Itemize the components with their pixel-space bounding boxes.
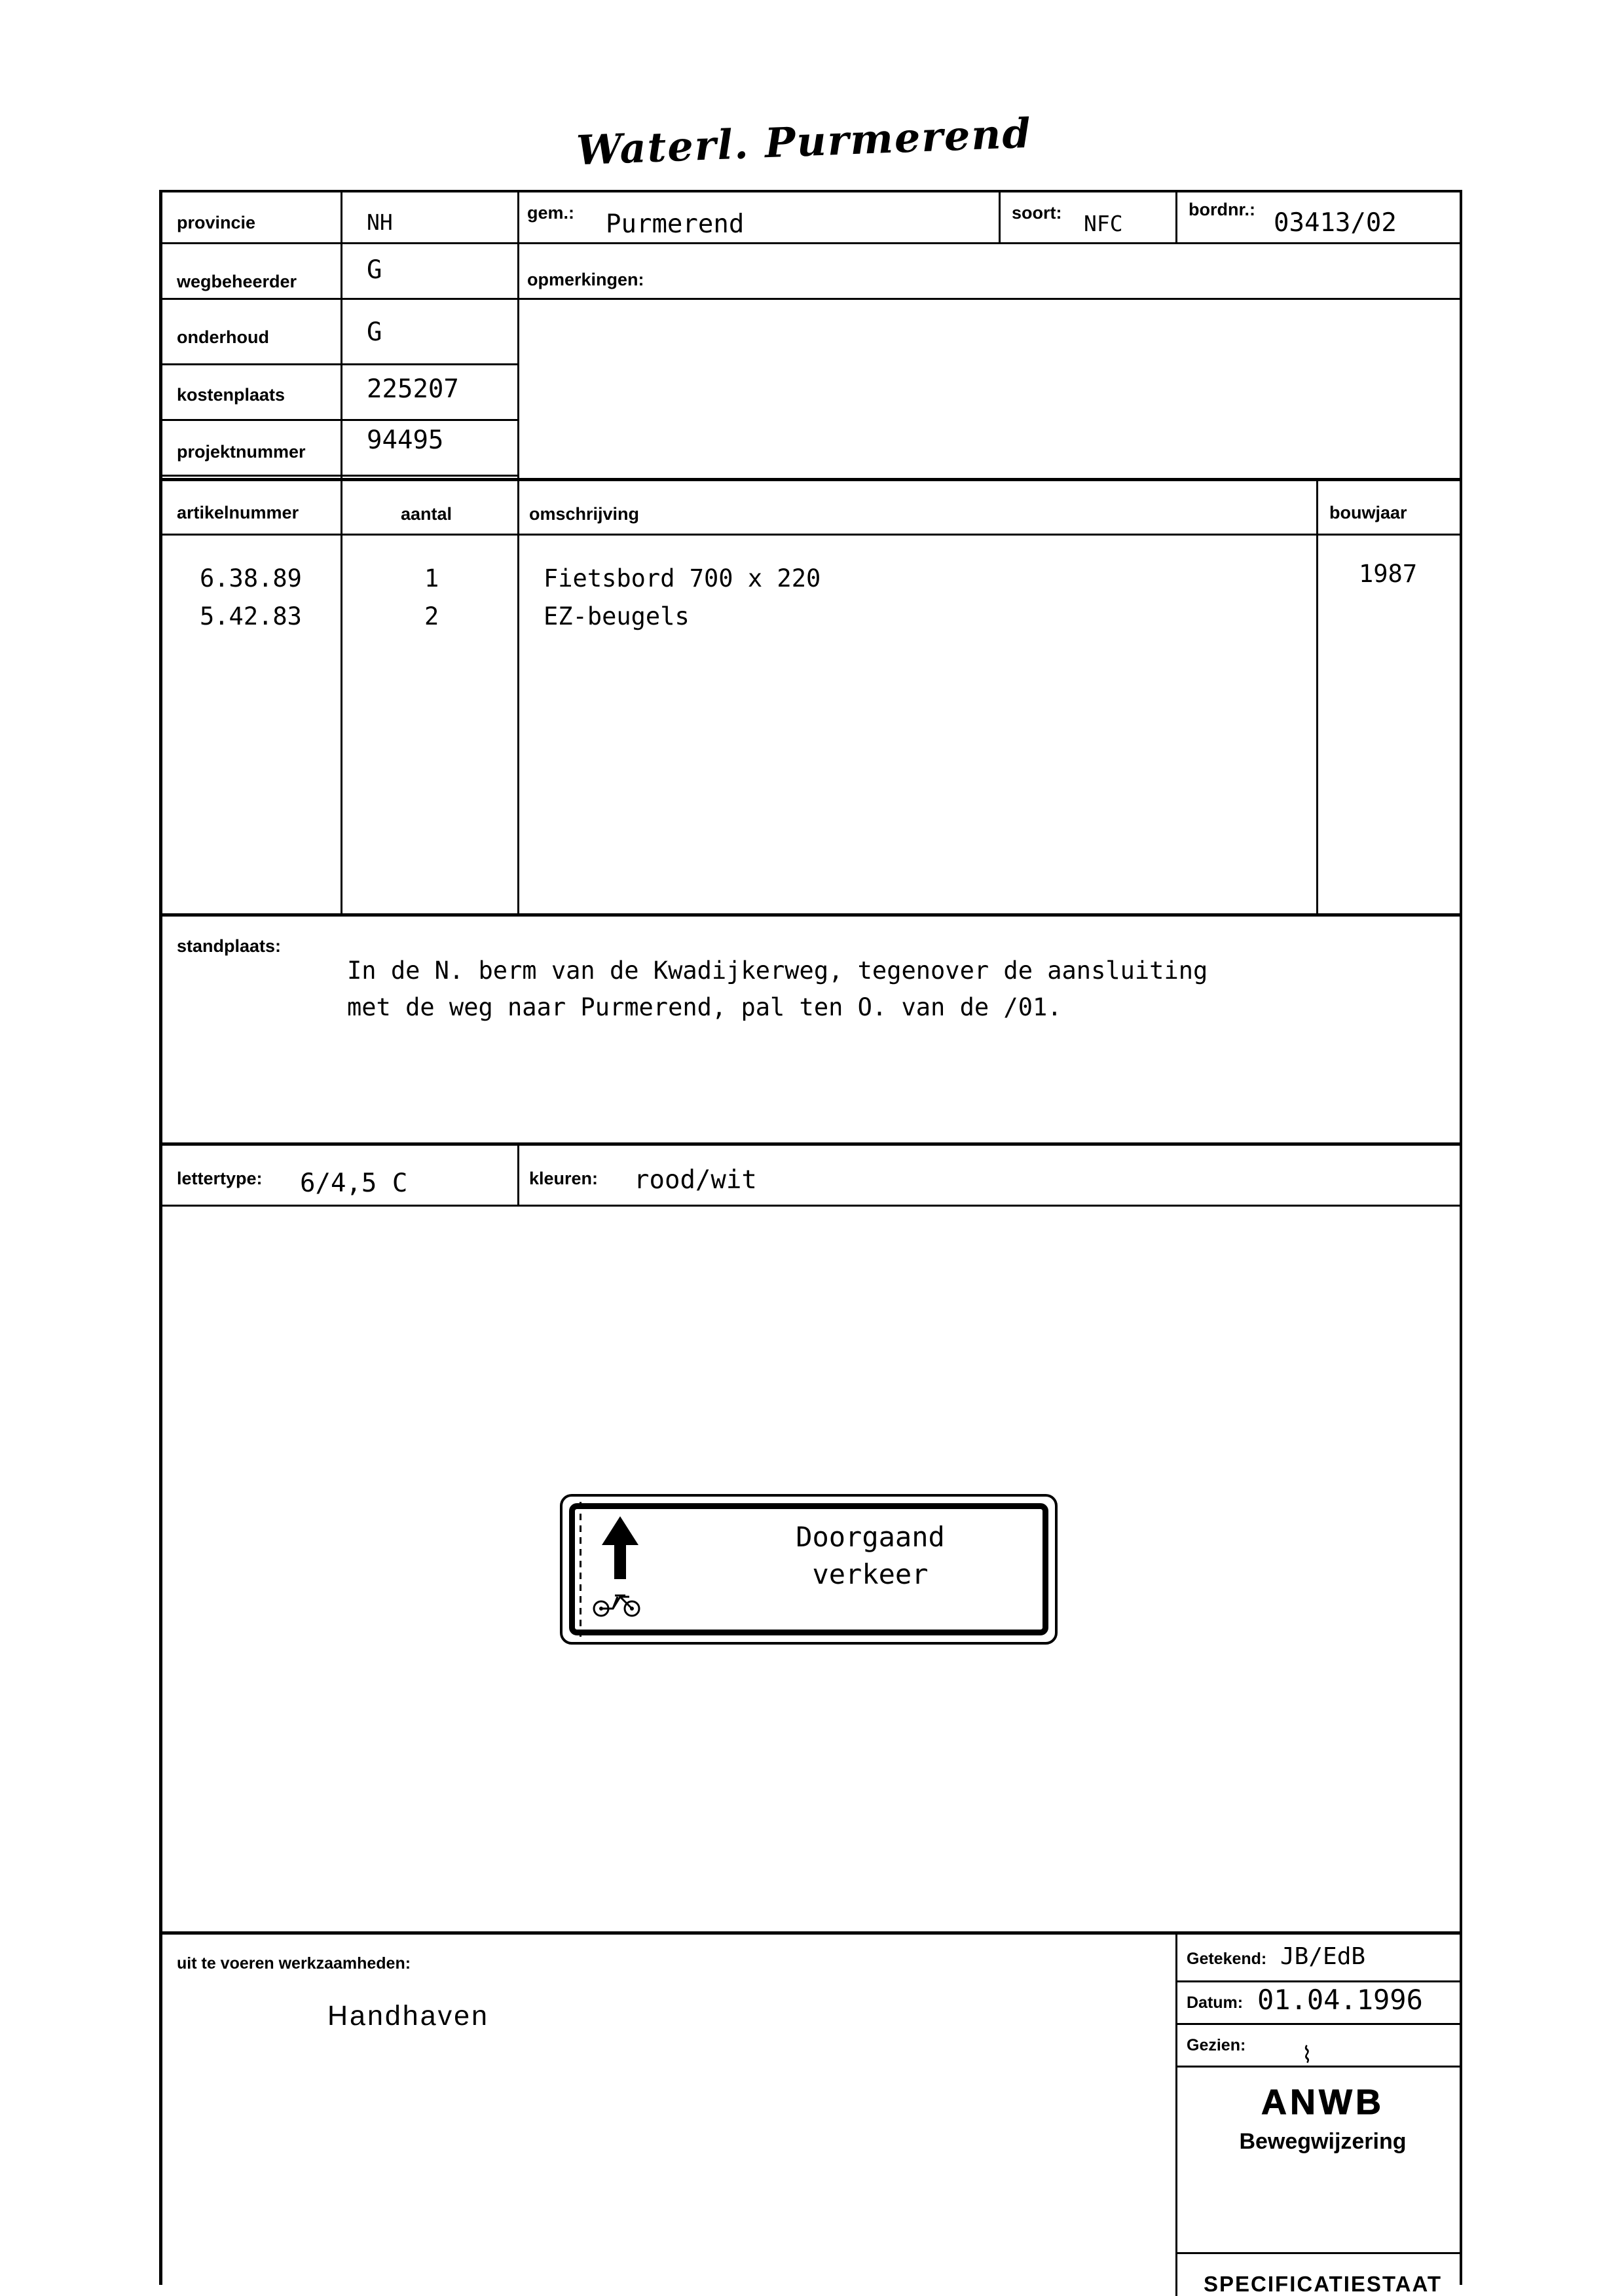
rule-footer-spec (1175, 2252, 1462, 2254)
vline-soort (999, 190, 1001, 242)
sign-artwork (560, 1494, 1058, 1645)
label-standplaats: standplaats: (177, 936, 282, 956)
header-aantal: aantal (401, 504, 452, 524)
vline-article-3 (1316, 478, 1318, 913)
label-getekend: Getekend: (1187, 1950, 1267, 1968)
table-row: 1 (424, 564, 439, 592)
header-omschrijving: omschrijving (529, 504, 640, 524)
rule-article-header (159, 534, 1462, 536)
rule-block-sep-1 (159, 478, 1462, 481)
value-provincie: NH (367, 210, 393, 235)
value-gem: Purmerend (606, 210, 745, 239)
table-row: 1987 (1359, 560, 1418, 588)
header-artikelnummer: artikelnummer (177, 503, 299, 522)
rule-block-sep-3 (159, 1142, 1462, 1146)
rule-footer-getekend (1175, 1980, 1462, 1982)
rule-footer-datum (1175, 2023, 1462, 2025)
vline-left-labels (517, 190, 519, 478)
sign-text (707, 1519, 1034, 1593)
label-gem: gem.: (527, 203, 575, 223)
rule-block-sep-2 (159, 913, 1462, 917)
standplaats-text (347, 953, 1395, 1025)
sign-text-line-2: verkeer (812, 1558, 929, 1590)
header-bouwjaar: bouwjaar (1329, 503, 1407, 522)
rule-footer-gezien (1175, 2066, 1462, 2068)
value-kleuren: rood/wit (634, 1165, 757, 1195)
signature-mark: ⌇ (1297, 2041, 1314, 2070)
value-kostenplaats: 225207 (367, 374, 459, 404)
vline-bordnr (1175, 190, 1177, 242)
value-getekend: JB/EdB (1280, 1943, 1366, 1970)
label-projektnummer: projektnummer (177, 442, 306, 462)
label-onderhoud: onderhoud (177, 327, 269, 347)
handwritten-title: Waterl. Purmerend (575, 109, 1033, 175)
label-werkzaamheden: uit te voeren werkzaamheden: (177, 1954, 411, 1973)
table-row: 6.38.89 (200, 564, 302, 592)
label-kostenplaats: kostenplaats (177, 385, 286, 405)
rule-top-row3 (159, 363, 519, 365)
sign-text-line-1: Doorgaand (796, 1521, 945, 1553)
value-lettertype: 6/4,5 C (300, 1169, 408, 1198)
value-projektnummer: 94495 (367, 426, 444, 455)
rule-top-row4 (159, 419, 519, 421)
value-datum: 01.04.1996 (1257, 1984, 1423, 2016)
anwb-logo: ANWB (1261, 2083, 1384, 2122)
vline-kleuren (517, 1142, 519, 1205)
rule-lettertype (159, 1205, 1462, 1207)
label-datum: Datum: (1187, 1994, 1244, 2012)
label-kleuren: kleuren: (529, 1169, 599, 1188)
sign-fold-line (580, 1502, 581, 1637)
rule-top-row2 (159, 298, 1462, 300)
bicycle-icon (591, 1588, 644, 1617)
rule-top-row1 (159, 242, 1462, 244)
vline-article-1 (341, 478, 342, 913)
up-arrow-icon (602, 1516, 638, 1579)
label-opmerkingen: opmerkingen: (527, 270, 644, 289)
label-wegbeheerder: wegbeheerder (177, 272, 297, 291)
table-row: EZ-beugels (544, 602, 690, 630)
vline-footer (1175, 1931, 1177, 2296)
table-row: 2 (424, 602, 439, 630)
label-gezien: Gezien: (1187, 2036, 1246, 2054)
table-row: Fietsbord 700 x 220 (544, 564, 821, 592)
value-bordnr: 03413/02 (1274, 208, 1397, 238)
label-lettertype: lettertype: (177, 1169, 263, 1188)
value-wegbeheerder: G (367, 255, 382, 285)
standplaats-line-2: met de weg naar Purmerend, pal ten O. van de /01. (347, 993, 1062, 1021)
value-soort: NFC (1084, 211, 1123, 236)
label-provincie: provincie (177, 213, 256, 232)
table-row: 5.42.83 (200, 602, 302, 630)
label-bordnr: bordnr.: (1189, 200, 1255, 219)
value-werkzaamheden: Handhaven (327, 2000, 489, 2032)
specificatiestaat-label: SPECIFICATIESTAAT (1204, 2272, 1442, 2294)
value-onderhoud: G (367, 318, 382, 347)
rule-top-row5 (159, 475, 519, 477)
label-soort: soort: (1012, 203, 1062, 223)
anwb-logo-subtitle: Bewegwijzering (1239, 2129, 1407, 2154)
vline-value-col (341, 190, 342, 478)
rule-footer-top (159, 1931, 1462, 1935)
standplaats-line-1: In de N. berm van de Kwadijkerweg, tegenover de aansluiting (347, 957, 1208, 985)
vline-article-2 (517, 478, 519, 913)
